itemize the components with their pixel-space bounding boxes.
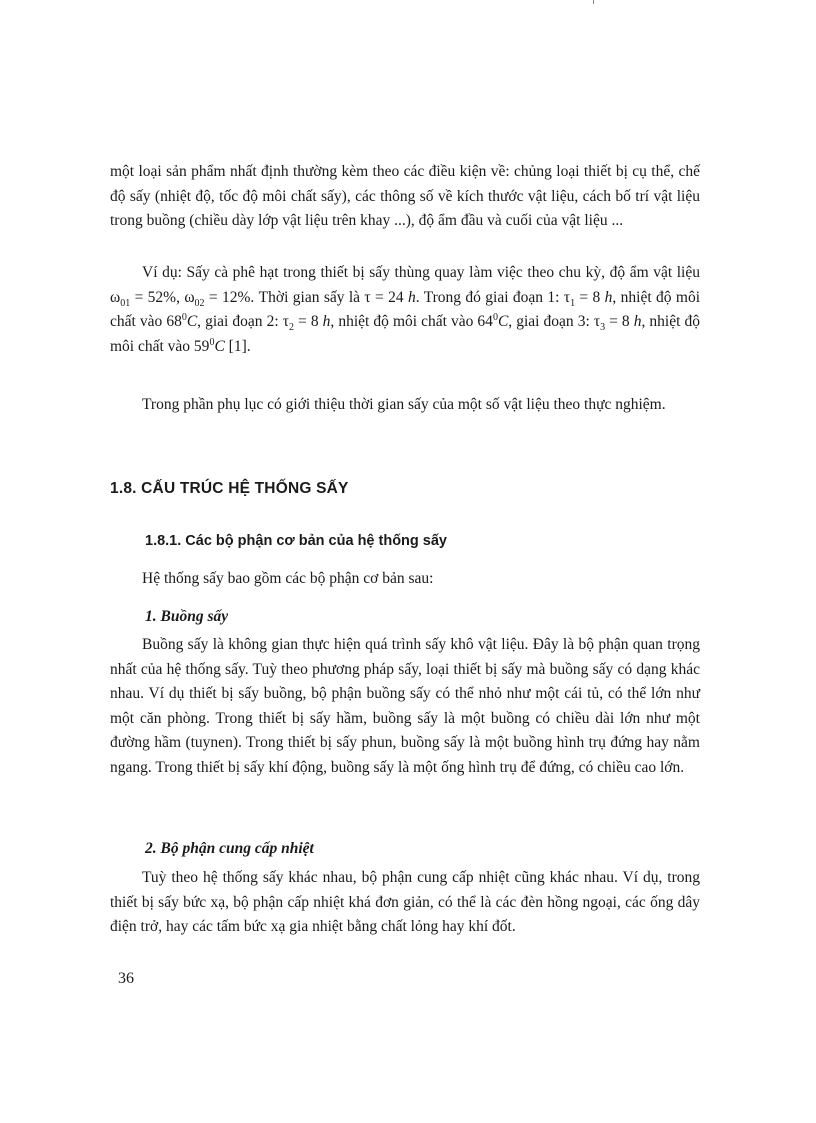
example-paragraph: Ví dụ: Sấy cà phê hạt trong thiết bị sấy thùng quay làm việc theo chu kỳ, độ ẩm vật liệu $\omega_{01} = 52\%$, $\omega_{02} = 12\%$. Thời gian sấy là τ = 24 h. Trong đó giai đoạn 1: $\tau_1 = 8$ h, nhiệt độ môi chất vào $68^0C$, giai đoạn 2: $\tau_2 = 8$ h, nhiệt độ môi chất vào $64^0C$, giai đoạn 3: $\tau_3 = 8$ h, nhiệt độ môi chất vào $59^0C$ [1]. — [110, 264, 701, 355]
page-number: 36 — [118, 970, 134, 987]
subsection-heading: 1.8.1. Các bộ phận cơ bản của hệ thống sấy — [145, 533, 447, 549]
intro-paragraph: một loại sản phẩm nhất định thường kèm theo các điều kiện về: chủng loại thiết bị cụ thể, chế độ sấy (nhiệt độ, tốc độ môi chất sấy), các thông số về kích thước vật liệu, cách bố trí vật liệu trong buồng (chiều dày lớp vật liệu trên khay ...), độ ẩm đầu và cuối của vật liệu ... — [110, 163, 700, 229]
item-heading-buong-say: 1. Buồng sấy — [145, 608, 229, 625]
section-heading: 1.8. CẤU TRÚC HỆ THỐNG SẤY — [110, 480, 349, 497]
appendix-paragraph: Trong phần phụ lục có giới thiệu thời gian sấy của một số vật liệu theo thực nghiệm. — [142, 396, 666, 413]
item-heading-bo-phan-cung-cap-nhiet: 2. Bộ phận cung cấp nhiệt — [145, 840, 314, 857]
subsection-intro: Hệ thống sấy bao gồm các bộ phận cơ bản sau: — [142, 570, 434, 587]
item-text-bo-phan-cung-cap-nhiet: Tuỳ theo hệ thống sấy khác nhau, bộ phận cung cấp nhiệt cũng khác nhau. Ví dụ, trong thiết bị sấy bức xạ, bộ phận cấp nhiệt khá đơn giản, có thể là các đèn hồng ngoại, các ống dây điện trở, hay các tấm bức xạ gia nhiệt bằng chất lỏng hay khí đốt. — [110, 869, 700, 935]
scan-speck — [593, 0, 594, 4]
item-text-buong-say: Buồng sấy là không gian thực hiện quá trình sấy khô vật liệu. Đây là bộ phận quan trọng nhất của hệ thống sấy. Tuỳ theo phương pháp sấy, loại thiết bị sấy mà buồng sấy có dạng khác nhau. Ví dụ thiết bị sấy buồng, bộ phận buồng sấy có thể nhỏ như một cái tủ, có thể lớn như một căn phòng. Trong thiết bị sấy hầm, buồng sấy là một buồng có chiều dài lớn như một đường hầm (tuynen). Trong thiết bị sấy phun, buồng sấy là một buồng hình trụ đứng hay nằm ngang. Trong thiết bị sấy khí động, buồng sấy là một ống hình trụ để đứng, có chiều cao lớn. — [110, 636, 700, 776]
